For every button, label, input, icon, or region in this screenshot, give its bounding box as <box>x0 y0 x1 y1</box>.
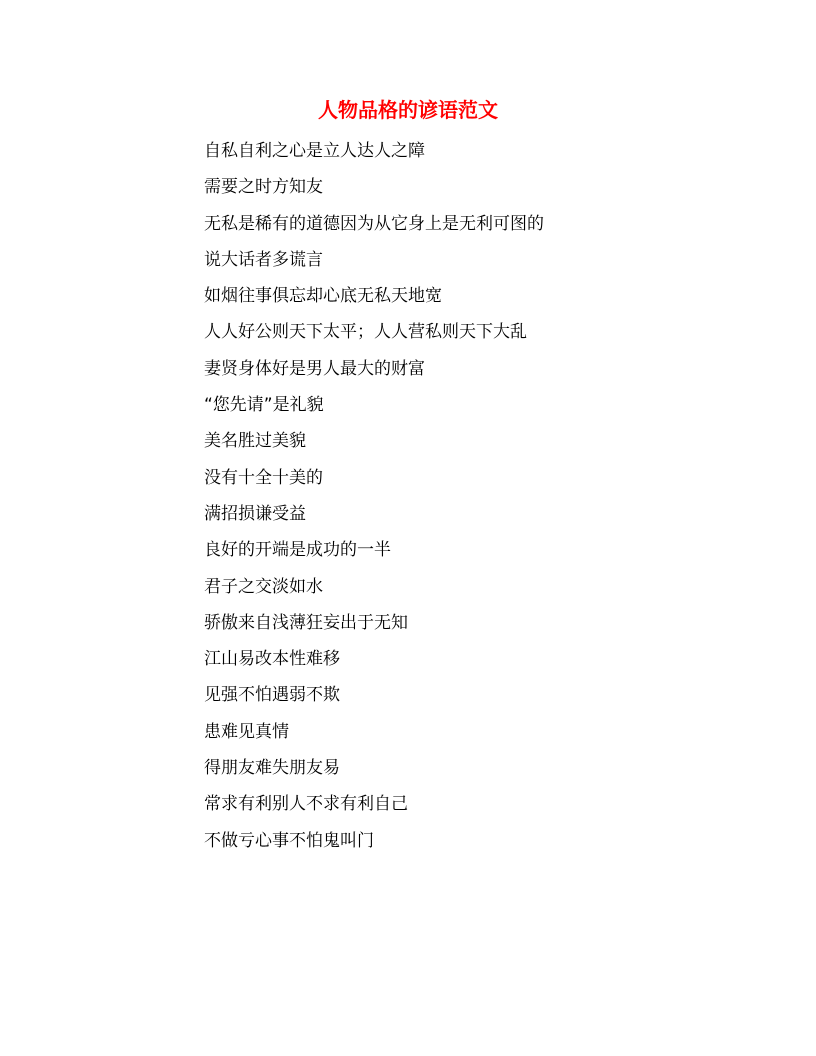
proverb-line: 常求有利别人不求有利自己 <box>204 794 408 815</box>
proverb-line: 不做亏心事不怕鬼叫门 <box>204 830 374 851</box>
proverb-line: 满招损谦受益 <box>204 503 306 524</box>
proverb-line: 需要之时方知友 <box>204 177 323 198</box>
proverb-line: 说大话者多谎言 <box>204 249 323 270</box>
proverb-line: “您先请”是礼貌 <box>204 395 324 416</box>
proverb-line: 妻贤身体好是男人最大的财富 <box>204 358 425 379</box>
proverb-line: 患难见真情 <box>204 721 289 742</box>
proverb-line: 骄傲来自浅薄狂妄出于无知 <box>204 612 408 633</box>
proverb-line: 江山易改本性难移 <box>204 649 340 670</box>
proverb-line: 无私是稀有的道德因为从它身上是无利可图的 <box>204 213 544 234</box>
proverb-line: 良好的开端是成功的一半 <box>204 540 391 561</box>
proverb-line: 美名胜过美貌 <box>204 431 306 452</box>
proverb-line: 没有十全十美的 <box>204 467 323 488</box>
proverb-line: 见强不怕遇弱不欺 <box>204 685 340 706</box>
document-title: 人物品格的谚语范文 <box>318 98 498 122</box>
proverb-line: 如烟往事俱忘却心底无私天地宽 <box>204 286 442 307</box>
proverb-line: 君子之交淡如水 <box>204 576 323 597</box>
proverb-line: 得朋友难失朋友易 <box>204 758 340 779</box>
proverb-line: 人人好公则天下太平；人人营私则天下大乱 <box>204 322 527 343</box>
proverb-list <box>204 137 544 863</box>
proverb-line: 自私自利之心是立人达人之障 <box>204 141 425 161</box>
